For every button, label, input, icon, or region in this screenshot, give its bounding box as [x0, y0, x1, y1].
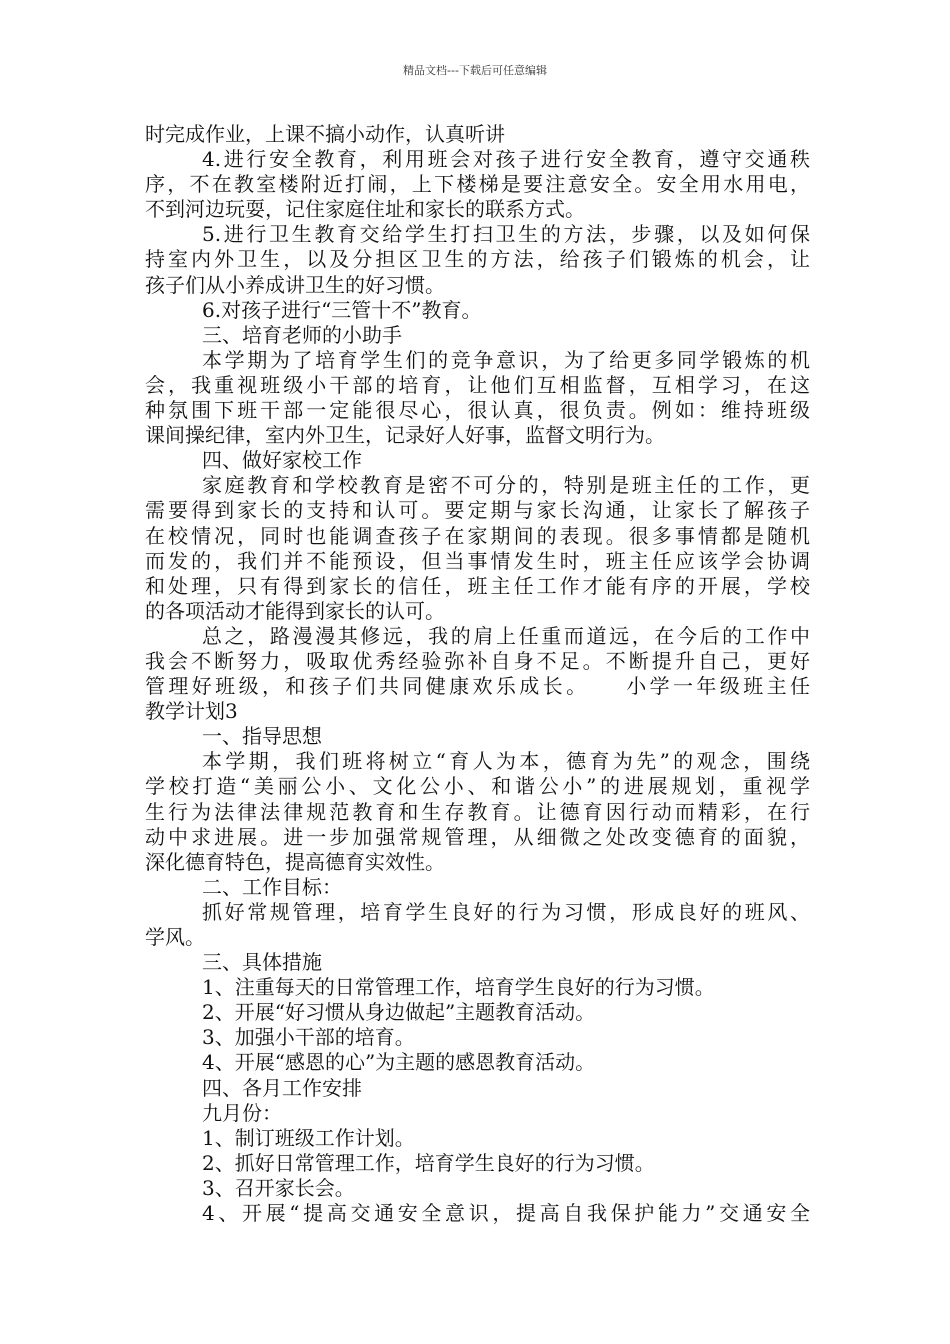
text-line: 孩子们从小养成讲卫生的好习惯。 [145, 272, 445, 297]
text-line: 3、召开家长会。 [202, 1175, 355, 1200]
text-line: 1、制订班级工作计划。 [202, 1125, 415, 1150]
page-header: 精品文档---下载后可任意编辑 [403, 64, 547, 77]
text-line: 学校打造“美丽公小、文化公小、和谐公小”的进展规划，重视学 [145, 774, 810, 799]
text-line: 四、各月工作安排 [202, 1075, 362, 1100]
text-line: 5.进行卫生教育交给学生打扫卫生的方法，步骤，以及如何保 [202, 222, 810, 247]
text-line: 三、具体措施 [202, 950, 322, 975]
text-line: 教学计划3 [145, 699, 238, 724]
text-line: 动中求进展。进一步加强常规管理，从细微之处改变德育的面貌， [145, 824, 810, 849]
text-line: 会，我重视班级小干部的培育，让他们互相监督，互相学习，在这 [145, 372, 810, 397]
text-line: 4、开展“感恩的心”为主题的感恩教育活动。 [202, 1050, 596, 1075]
text-line: 课间操纪律，室内外卫生，记录好人好事，监督文明行为。 [145, 423, 665, 448]
text-line: 深化德育特色，提高德育实效性。 [145, 849, 445, 874]
text-line: 时完成作业，上课不搞小动作，认真听讲 [145, 122, 505, 146]
text-line: 和处理，只有得到家长的信任，班主任工作才能有序的开展，学校 [145, 573, 810, 598]
text-line: 抓好常规管理，培育学生良好的行为习惯，形成良好的班风、 [202, 899, 810, 924]
text-line: 1、注重每天的日常管理工作，培育学生良好的行为习惯。 [202, 975, 715, 1000]
text-line: 4、开展“提高交通安全意识，提高自我保护能力”交通安全 [202, 1201, 810, 1226]
text-line: 管理好班级，和孩子们共同健康欢乐成长。 小学一年级班主任 [145, 674, 810, 699]
text-line: 家庭教育和学校教育是密不可分的，特别是班主任的工作，更 [202, 473, 810, 498]
text-line: 本学期为了培育学生们的竞争意识，为了给更多同学锻炼的机 [202, 347, 810, 372]
text-line: 总之，路漫漫其修远，我的肩上任重而道远，在今后的工作中 [202, 623, 810, 648]
document-body [145, 122, 810, 1226]
text-line: 本学期，我们班将树立“育人为本，德育为先”的观念，围绕 [202, 749, 810, 774]
text-line: 学风。 [145, 925, 205, 949]
text-line: 6.对孩子进行“三管十不”教育。 [202, 297, 482, 322]
text-line: 种氛围下班干部一定能很尽心，很认真，很负责。例如：维持班级 [145, 398, 810, 423]
text-line: 2、抓好日常管理工作，培育学生良好的行为习惯。 [202, 1150, 655, 1175]
text-line: 4.进行安全教育，利用班会对孩子进行安全教育，遵守交通秩 [202, 147, 810, 172]
text-line: 一、指导思想 [202, 724, 322, 749]
text-line: 不到河边玩耍，记住家庭住址和家长的联系方式。 [145, 197, 585, 222]
text-line: 我会不断努力，吸取优秀经验弥补自身不足。不断提升自己，更好 [145, 648, 810, 673]
text-line: 2、开展“好习惯从身边做起”主题教育活动。 [202, 1000, 596, 1025]
text-line: 需要得到家长的支持和认可。要定期与家长沟通，让家长了解孩子 [145, 498, 810, 523]
text-line: 序，不在教室楼附近打闹，上下楼梯是要注意安全。安全用水用电， [145, 172, 810, 197]
text-line: 三、培育老师的小助手 [202, 322, 402, 347]
text-line: 四、做好家校工作 [202, 448, 362, 473]
text-line: 二、工作目标： [202, 874, 342, 899]
text-line: 九月份： [202, 1100, 282, 1125]
text-line: 的各项活动才能得到家长的认可。 [145, 598, 445, 623]
text-line: 持室内外卫生，以及分担区卫生的方法，给孩子们锻炼的机会，让 [145, 247, 810, 272]
text-line: 生行为法律法律规范教育和生存教育。让德育因行动而精彩，在行 [145, 799, 810, 824]
text-line: 在校情况，同时也能调查孩子在家期间的表现。很多事情都是随机 [145, 523, 810, 548]
text-line: 3、加强小干部的培育。 [202, 1025, 415, 1050]
text-line: 而发的，我们并不能预设，但当事情发生时，班主任应该学会协调 [145, 548, 810, 573]
